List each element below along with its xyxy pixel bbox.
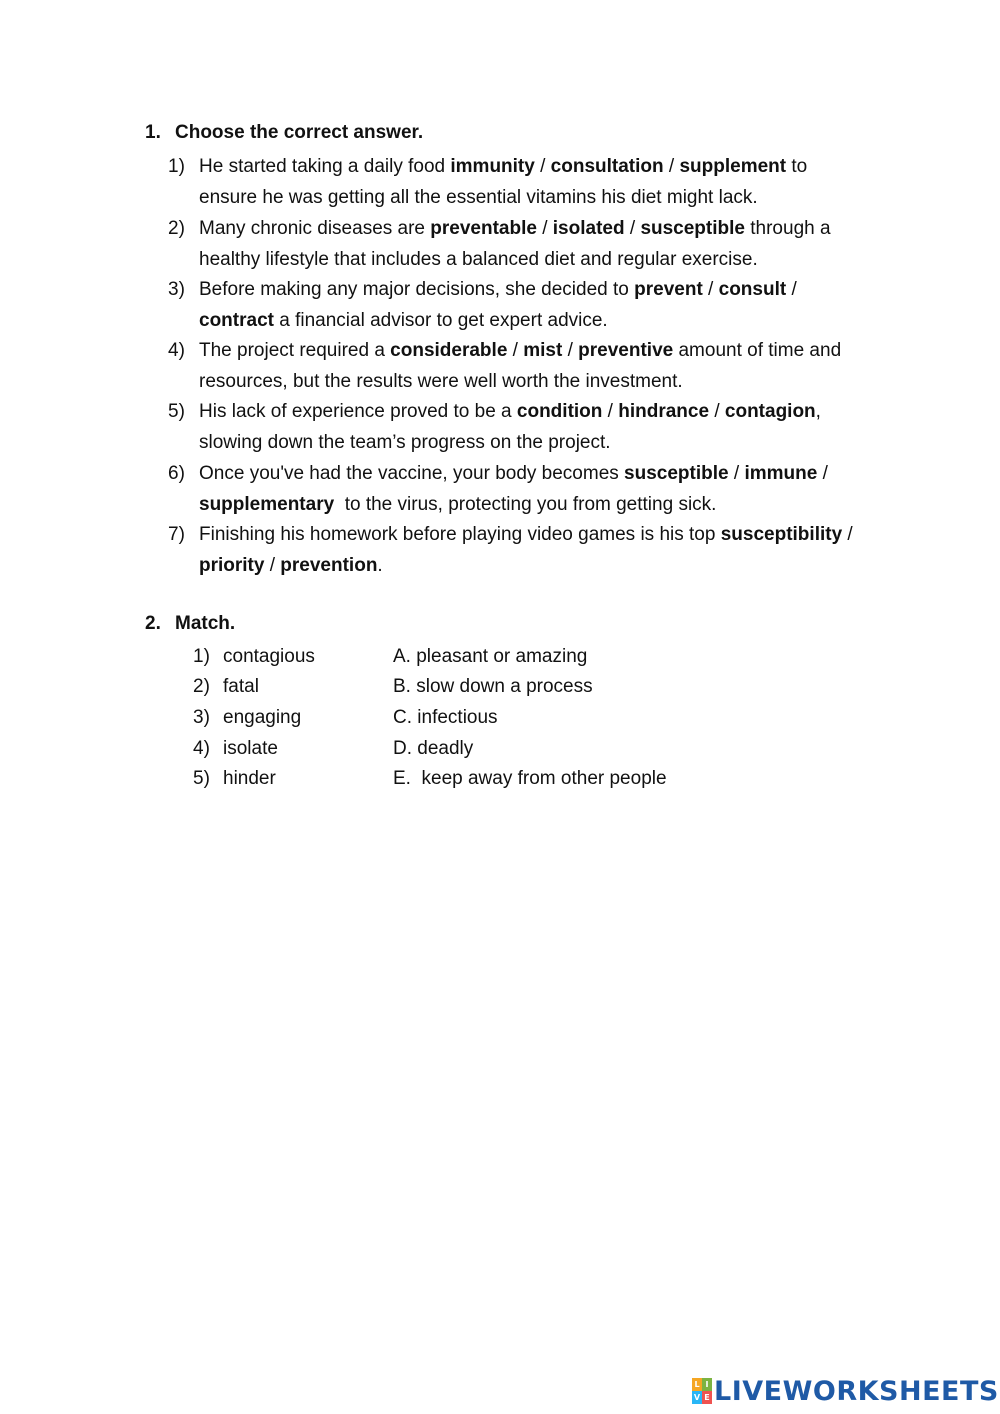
option-separator: / bbox=[709, 401, 725, 422]
question-number: 4) bbox=[168, 340, 185, 361]
question-number: 5) bbox=[168, 401, 185, 422]
question-text bbox=[199, 520, 888, 581]
option-separator: / bbox=[507, 340, 524, 361]
answer-option[interactable]: contract bbox=[199, 309, 274, 331]
option-separator: / bbox=[562, 340, 579, 361]
option-separator: / bbox=[842, 524, 853, 545]
section-2-title: Match. bbox=[175, 613, 236, 634]
question-number: 2) bbox=[168, 218, 185, 239]
answer-option[interactable]: priority bbox=[199, 554, 265, 576]
option-separator: / bbox=[663, 156, 680, 177]
answer-option[interactable]: mist bbox=[523, 340, 563, 361]
answer-option[interactable]: prevention bbox=[280, 554, 378, 576]
section-1-title: Choose the correct answer. bbox=[175, 122, 424, 143]
match-definition[interactable]: C. infectious bbox=[393, 707, 498, 728]
option-separator: / bbox=[817, 463, 828, 484]
section-2-heading bbox=[145, 613, 235, 635]
option-separator: / bbox=[624, 218, 641, 239]
question-item bbox=[168, 336, 868, 397]
match-word[interactable]: hinder bbox=[223, 768, 276, 789]
question-text bbox=[199, 459, 888, 520]
question-text-after: amount of time and resources, but the results were well worth the investment. bbox=[199, 340, 847, 392]
match-word[interactable]: fatal bbox=[223, 676, 259, 697]
question-item bbox=[168, 459, 888, 520]
answer-option[interactable]: immunity bbox=[450, 156, 535, 177]
option-separator: / bbox=[602, 401, 619, 422]
answer-option[interactable]: prevent bbox=[634, 279, 703, 300]
logo-mark-letter: E bbox=[702, 1391, 712, 1404]
option-separator: / bbox=[534, 156, 551, 177]
option-separator: / bbox=[264, 554, 281, 576]
match-definition[interactable]: D. deadly bbox=[393, 738, 474, 759]
logo-mark-letter: V bbox=[693, 1393, 701, 1402]
logo-mark-letter: I bbox=[702, 1378, 712, 1391]
logo-text: LIVEWORKSHEETS bbox=[714, 1375, 999, 1407]
section-1-number: 1. bbox=[145, 122, 161, 143]
question-item bbox=[168, 397, 868, 458]
question-number: 7) bbox=[168, 524, 185, 545]
match-number: 1) bbox=[193, 646, 210, 667]
question-text-after: through a healthy lifestyle that includes a balanced diet and regular exercise. bbox=[199, 218, 836, 270]
answer-option[interactable]: condition bbox=[516, 401, 603, 422]
option-separator: / bbox=[786, 279, 797, 300]
question-text-after: to the virus, protecting you from getting sick. bbox=[334, 493, 717, 515]
answer-option[interactable]: consultation bbox=[550, 156, 664, 177]
answer-option[interactable]: immune bbox=[744, 463, 818, 484]
answer-option[interactable]: hindrance bbox=[618, 401, 710, 422]
liveworksheets-logo-icon bbox=[692, 1378, 712, 1404]
answer-option[interactable]: contagion bbox=[724, 401, 816, 422]
match-word[interactable]: contagious bbox=[223, 646, 315, 667]
question-item bbox=[168, 275, 868, 336]
liveworksheets-logo bbox=[692, 1374, 999, 1408]
option-separator: / bbox=[728, 463, 745, 484]
match-number: 3) bbox=[193, 707, 210, 728]
answer-option[interactable]: isolated bbox=[552, 218, 625, 239]
answer-option[interactable]: susceptible bbox=[624, 463, 729, 484]
answer-option[interactable]: preventive bbox=[578, 340, 674, 361]
question-number: 3) bbox=[168, 279, 185, 300]
answer-option[interactable]: supplementary bbox=[199, 493, 335, 515]
question-text-before: Once you've had the vaccine, your body becomes bbox=[199, 463, 625, 484]
question-text bbox=[199, 152, 868, 213]
question-text-before: The project required a bbox=[199, 340, 391, 361]
match-number: 5) bbox=[193, 768, 210, 789]
logo-mark-letter: L bbox=[692, 1378, 702, 1391]
option-separator: / bbox=[702, 279, 719, 300]
answer-option[interactable]: susceptible bbox=[640, 218, 745, 239]
question-text bbox=[199, 336, 868, 397]
question-text-before: He started taking a daily food bbox=[199, 156, 451, 177]
answer-option[interactable]: considerable bbox=[390, 340, 508, 361]
answer-option[interactable]: consult bbox=[718, 279, 787, 300]
answer-option[interactable]: susceptibility bbox=[720, 524, 843, 545]
question-text-after: to ensure he was getting all the essential vitamins his diet might lack. bbox=[199, 156, 813, 208]
question-item bbox=[168, 152, 868, 213]
question-text-after: , slowing down the team’s progress on the project. bbox=[199, 401, 827, 453]
question-item bbox=[168, 520, 888, 581]
option-separator: / bbox=[536, 218, 553, 239]
question-text-after: . bbox=[377, 554, 383, 576]
match-word[interactable]: engaging bbox=[223, 707, 302, 728]
match-definition[interactable]: E. keep away from other people bbox=[393, 768, 667, 789]
question-number: 1) bbox=[168, 156, 185, 177]
match-word[interactable]: isolate bbox=[223, 738, 278, 759]
question-text bbox=[199, 214, 868, 275]
match-definition[interactable]: A. pleasant or amazing bbox=[393, 646, 588, 667]
question-text-after: a financial advisor to get expert advice. bbox=[273, 309, 608, 331]
question-text-before: Many chronic diseases are bbox=[199, 218, 431, 239]
question-text bbox=[199, 275, 868, 336]
match-number: 4) bbox=[193, 738, 210, 759]
question-number: 6) bbox=[168, 463, 185, 484]
match-number: 2) bbox=[193, 676, 210, 697]
section-2-number: 2. bbox=[145, 613, 161, 634]
question-item bbox=[168, 214, 868, 275]
match-definition[interactable]: B. slow down a process bbox=[393, 676, 593, 697]
answer-option[interactable]: supplement bbox=[679, 156, 787, 177]
question-text bbox=[199, 397, 868, 458]
question-text-before: Before making any major decisions, she decided to bbox=[199, 279, 635, 300]
answer-option[interactable]: preventable bbox=[430, 218, 537, 239]
question-text-before: His lack of experience proved to be a bbox=[199, 401, 517, 422]
question-text-before: Finishing his homework before playing video games is his top bbox=[199, 524, 721, 545]
section-1-heading bbox=[145, 122, 423, 144]
